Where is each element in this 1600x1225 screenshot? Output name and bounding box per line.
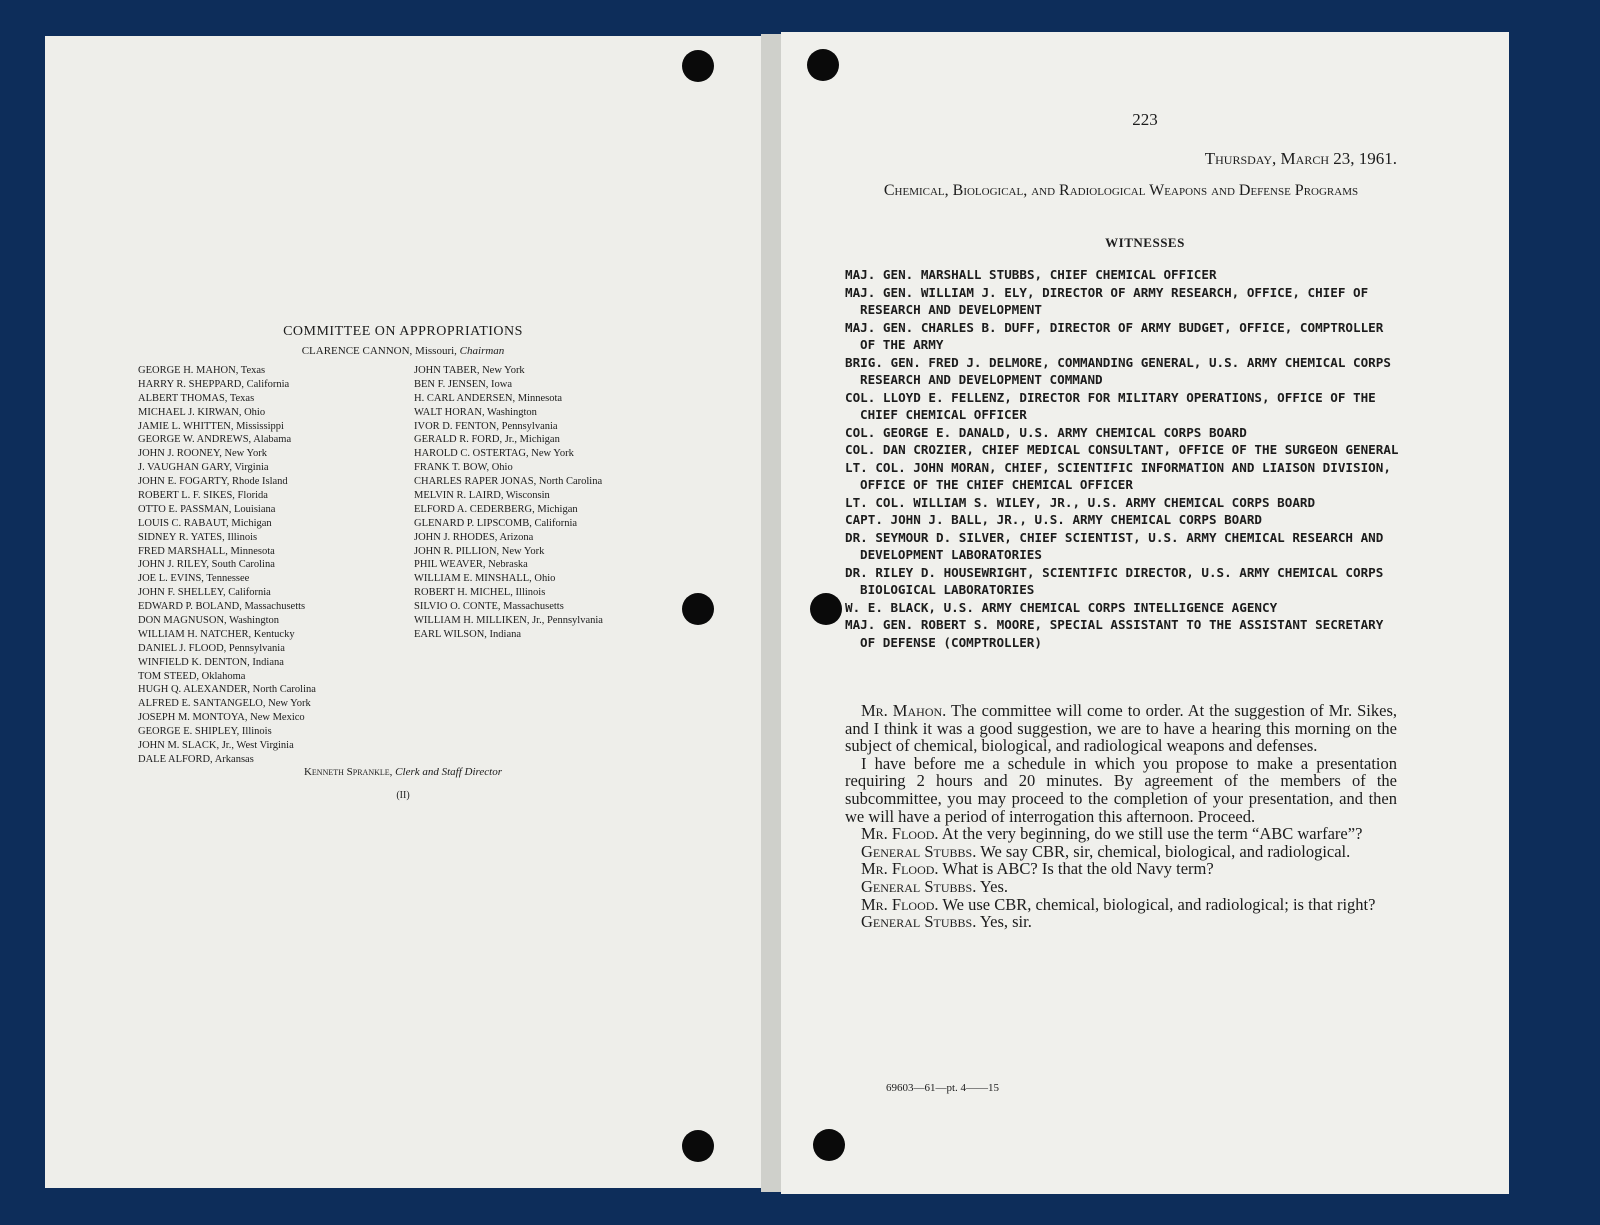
dialogue-paragraph [845, 860, 1397, 878]
committee-member: GEORGE E. SHIPLEY, Illinois [138, 726, 272, 738]
dialogue-paragraph [845, 878, 1397, 896]
speaker-name: General Stubbs. [861, 841, 977, 861]
committee-member: DON MAGNUSON, Washington [138, 615, 280, 627]
speaker-name: General Stubbs. [861, 912, 977, 932]
committee-member: SIDNEY R. YATES, Illinois [138, 531, 258, 543]
committee-member: IVOR D. FENTON, Pennsylvania [414, 420, 558, 432]
right-page [781, 32, 1509, 1194]
committee-member: EDWARD P. BOLAND, Massachusetts [138, 601, 306, 613]
committee-member: WILLIAM H. MILLIKEN, Jr., Pennsylvania [414, 615, 603, 627]
witness-entry: MAJ. GEN. WILLIAM J. ELY, DIRECTOR OF ARMY RESEARCH, OFFICE, CHIEF OF RESEARCH AND DEVELOPMENT [845, 284, 1369, 317]
witness-entry: COL. DAN CROZIER, CHIEF MEDICAL CONSULTANT, OFFICE OF THE SURGEON GENERAL [845, 442, 1399, 457]
committee-member: JOHN J. RILEY, South Carolina [138, 559, 275, 571]
committee-member: ELFORD A. CEDERBERG, Michigan [414, 503, 578, 515]
speaker-name: Mr. Flood. [861, 859, 939, 879]
speech-text: We use CBR, chemical, biological, and radiological; is that right? [942, 894, 1376, 914]
committee-member: JAMIE L. WHITTEN, Mississippi [138, 420, 284, 432]
committee-member: JOHN F. SHELLEY, California [138, 587, 271, 599]
hearing-date: Thursday, March 23, 1961. [1204, 149, 1397, 168]
majority-members-list [138, 364, 316, 767]
clerk-role: Clerk and Staff Director [395, 766, 503, 778]
committee-member: JOSEPH M. MONTOYA, New Mexico [138, 712, 305, 724]
witness-entry: W. E. BLACK, U.S. ARMY CHEMICAL CORPS INTELLIGENCE AGENCY [845, 599, 1278, 615]
punch-hole [682, 1130, 714, 1162]
committee-member: PHIL WEAVER, Nebraska [414, 559, 528, 571]
witness-entry: COL. LLOYD E. FELLENZ, DIRECTOR FOR MILITARY OPERATIONS, OFFICE OF THE CHIEF CHEMICAL OFFICER [845, 389, 1376, 422]
page-number: 223 [1132, 110, 1158, 129]
committee-member: EARL WILSON, Indiana [414, 628, 522, 640]
committee-member: H. CARL ANDERSEN, Minnesota [414, 392, 563, 404]
committee-member: WILLIAM E. MINSHALL, Ohio [414, 573, 556, 585]
committee-member: JOHN M. SLACK, Jr., West Virginia [138, 740, 294, 752]
punch-hole [682, 593, 714, 625]
witness-entry: MAJ. GEN. MARSHALL STUBBS, CHIEF CHEMICAL OFFICER [845, 267, 1217, 282]
dialogue-paragraph [845, 913, 1397, 931]
witness-list [845, 266, 1401, 651]
witness-entry: CAPT. JOHN J. BALL, JR., U.S. ARMY CHEMICAL CORPS BOARD [845, 512, 1263, 527]
committee-member: GLENARD P. LIPSCOMB, California [414, 517, 578, 529]
committee-member: DANIEL J. FLOOD, Pennsylvania [138, 642, 285, 654]
dialogue-paragraph [845, 825, 1397, 843]
speaker-name: Mr. Mahon. [861, 701, 947, 720]
footer-code: 69603—61—pt. 4——15 [886, 1082, 1000, 1094]
committee-member: JOHN J. ROONEY, New York [138, 448, 268, 460]
committee-member: ALFRED E. SANTANGELO, New York [138, 698, 311, 710]
roman-page-number: (II) [396, 790, 410, 801]
committee-member: DALE ALFORD, Arkansas [138, 753, 254, 765]
witness-entry: LT. COL. WILLIAM S. WILEY, JR., U.S. ARMY CHEMICAL CORPS BOARD [845, 494, 1316, 510]
witness-entry: LT. COL. JOHN MORAN, CHIEF, SCIENTIFIC INFORMATION AND LIAISON DIVISION, OFFICE OF THE CHIEF CHEMICAL OFFICER [845, 459, 1391, 492]
committee-member: TOM STEED, Oklahoma [138, 670, 246, 682]
committee-member: GEORGE W. ANDREWS, Alabama [138, 434, 292, 446]
committee-member: HAROLD C. OSTERTAG, New York [414, 448, 574, 460]
chairman-name: CLARENCE CANNON, Missouri, [301, 345, 457, 357]
minority-members-list [414, 364, 603, 642]
committee-member: HARRY R. SHEPPARD, California [138, 378, 290, 390]
committee-member: ALBERT THOMAS, Texas [138, 392, 255, 404]
speech-text: Yes, sir. [979, 912, 1032, 932]
witness-entry: DR. SEYMOUR D. SILVER, CHIEF SCIENTIST, U.S. ARMY CHEMICAL RESEARCH AND DEVELOPMENT LABORATORIES [845, 529, 1384, 562]
dialogue-paragraph [845, 755, 1397, 825]
committee-title: COMMITTEE ON APPROPRIATIONS [283, 324, 523, 339]
punch-hole [813, 1129, 845, 1161]
speech-text: We say CBR, sir, chemical, biological, and radiological. [980, 841, 1351, 861]
speech-text: At the very beginning, do we still use the term “ABC warfare”? [941, 824, 1363, 844]
committee-member: WINFIELD K. DENTON, Indiana [138, 656, 284, 668]
committee-member: JOHN E. FOGARTY, Rhode Island [138, 476, 288, 488]
dialogue-paragraph [845, 896, 1397, 914]
committee-member: GEORGE H. MAHON, Texas [138, 365, 266, 376]
clerk-name: Kenneth Sprankle, [303, 766, 393, 778]
committee-member: FRED MARSHALL, Minnesota [138, 545, 275, 557]
committee-member: GERALD R. FORD, Jr., Michigan [414, 434, 560, 446]
chairman-line [45, 345, 761, 357]
speech-text: The committee will come to order. At the suggestion of Mr. Sikes, and I think it was a good suggestion, we are to have a hearing this morning on the subject of chemical, biological, and radiological weapons and defenses. [845, 701, 1397, 756]
witness-entry: MAJ. GEN. CHARLES B. DUFF, DIRECTOR OF ARMY BUDGET, OFFICE, COMPTROLLER OF THE ARMY [845, 319, 1384, 352]
committee-member: J. VAUGHAN GARY, Virginia [138, 462, 269, 474]
left-page [45, 36, 761, 1188]
dialogue-paragraph [845, 702, 1397, 755]
book-gutter [761, 34, 781, 1192]
committee-member: CHARLES RAPER JONAS, North Carolina [414, 476, 603, 488]
committee-member: BEN F. JENSEN, Iowa [414, 378, 513, 390]
punch-hole [682, 50, 714, 82]
committee-member: FRANK T. BOW, Ohio [414, 462, 513, 474]
witnesses-title: WITNESSES [1105, 235, 1185, 250]
chairman-role: Chairman [459, 345, 505, 357]
committee-member: JOHN J. RHODES, Arizona [414, 531, 534, 543]
committee-member: JOHN TABER, New York [414, 365, 525, 376]
committee-member: OTTO E. PASSMAN, Louisiana [138, 503, 276, 515]
speech-text: What is ABC? Is that the old Navy term? [942, 859, 1214, 879]
committee-member: JOHN R. PILLION, New York [414, 545, 545, 557]
speech-text: I have before me a schedule in which you propose to make a presentation requiring 2 hours and 20 minutes. By agreement of the members of the subcommittee, you may proceed to the completion of your presentation, and then we will have a period of interrogation this afternoon. Proceed. [845, 753, 1397, 826]
committee-member: MELVIN R. LAIRD, Wisconsin [414, 490, 550, 502]
speaker-name: General Stubbs. [861, 876, 977, 896]
committee-member: WALT HORAN, Washington [414, 406, 537, 418]
speaker-name: Mr. Flood. [861, 894, 939, 914]
committee-member: JOE L. EVINS, Tennessee [138, 573, 250, 585]
dialogue-paragraph [845, 843, 1397, 861]
punch-hole [807, 49, 839, 81]
committee-member: HUGH Q. ALEXANDER, North Carolina [138, 684, 316, 696]
punch-hole [810, 593, 842, 625]
witness-entry: BRIG. GEN. FRED J. DELMORE, COMMANDING GENERAL, U.S. ARMY CHEMICAL CORPS RESEARCH AND DEVELOPMENT COMMAND [845, 354, 1391, 387]
speech-text: Yes. [979, 876, 1009, 896]
witness-entry: COL. GEORGE E. DANALD, U.S. ARMY CHEMICAL CORPS BOARD [845, 424, 1247, 440]
section-heading: Chemical, Biological, and Radiological Weapons and Defense Programs [883, 182, 1359, 199]
committee-member: ROBERT L. F. SIKES, Florida [138, 490, 268, 502]
hearing-dialogue [845, 702, 1397, 931]
clerk-line [45, 766, 761, 778]
committee-member: SILVIO O. CONTE, Massachusetts [414, 601, 564, 613]
witness-entry: DR. RILEY D. HOUSEWRIGHT, SCIENTIFIC DIRECTOR, U.S. ARMY CHEMICAL CORPS BIOLOGICAL LABORATORIES [845, 564, 1384, 597]
witness-entry: MAJ. GEN. ROBERT S. MOORE, SPECIAL ASSISTANT TO THE ASSISTANT SECRETARY OF DEFENSE (COMPTROLLER) [845, 617, 1384, 650]
committee-member: ROBERT H. MICHEL, Illinois [414, 587, 546, 599]
committee-member: MICHAEL J. KIRWAN, Ohio [138, 406, 266, 418]
committee-member: LOUIS C. RABAUT, Michigan [138, 517, 272, 529]
committee-member: WILLIAM H. NATCHER, Kentucky [138, 628, 295, 640]
speaker-name: Mr. Flood. [861, 824, 939, 844]
